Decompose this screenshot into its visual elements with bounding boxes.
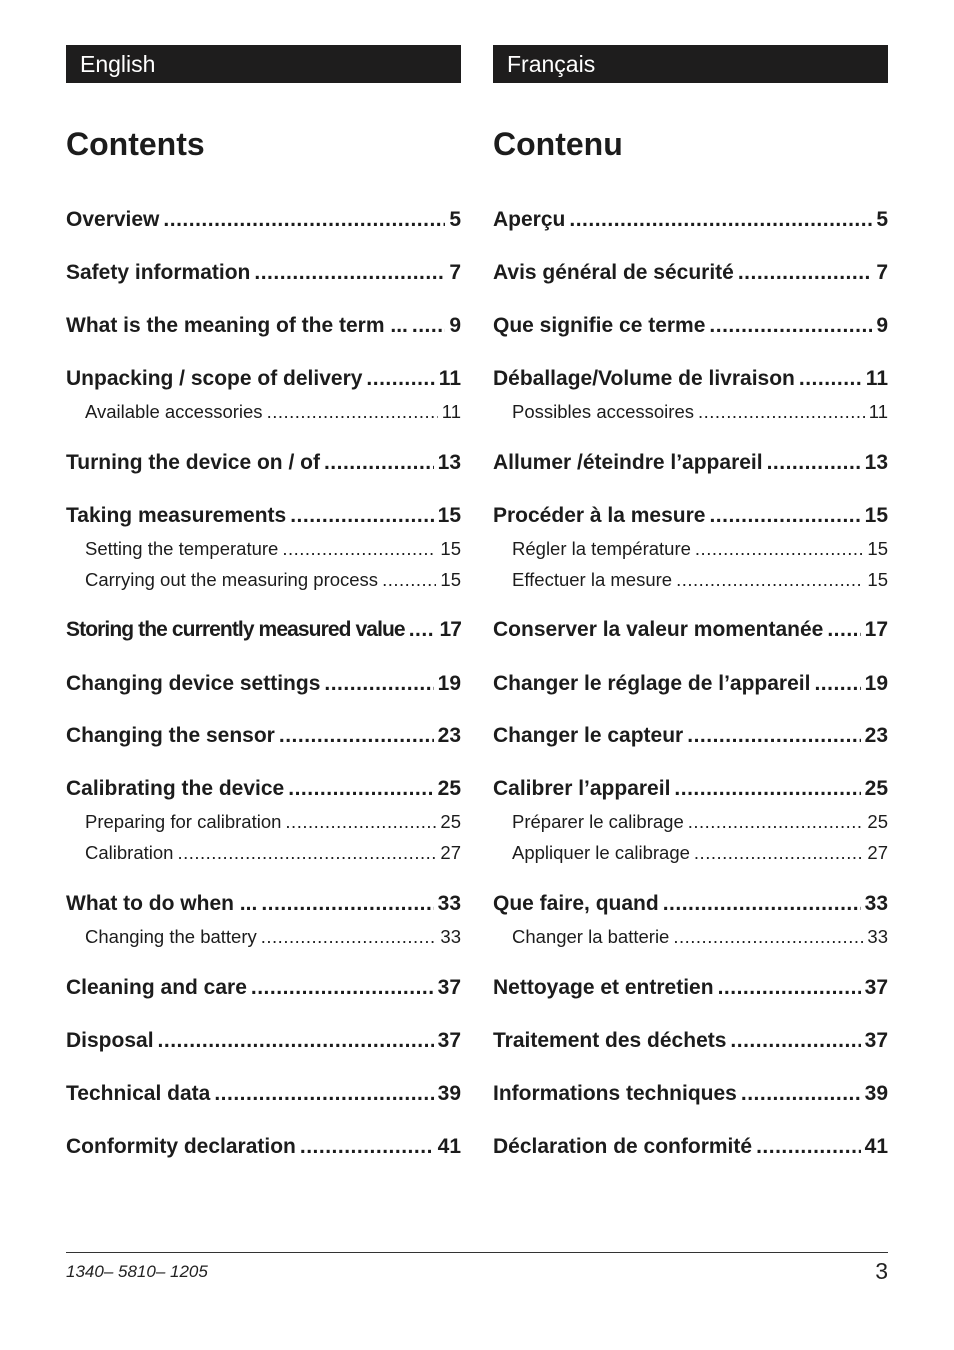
footer-divider bbox=[66, 1252, 888, 1253]
toc-subentry[interactable]: Preparing for calibration ..... 25 bbox=[66, 811, 461, 837]
toc-subentry[interactable]: Setting the temperature ..... 15 bbox=[66, 538, 461, 564]
toc-subentry[interactable]: Préparer le calibrage ..... 25 bbox=[493, 811, 888, 837]
toc-entry[interactable]: Storing the currently measured value ..... 17 bbox=[66, 618, 461, 646]
toc-entry[interactable]: Changing device settings ..... 19 bbox=[66, 672, 461, 700]
toc-entry[interactable]: Cleaning and care ..... 37 bbox=[66, 976, 461, 1004]
toc-subentry[interactable]: Available accessories ..... 11 bbox=[66, 401, 461, 427]
toc-subentry[interactable]: Effectuer la mesure ..... 15 bbox=[493, 569, 888, 595]
toc-entry[interactable]: Procéder à la mesure ..... 15 bbox=[493, 504, 888, 532]
toc-entry[interactable]: Allumer /éteindre l’appareil ..... 13 bbox=[493, 451, 888, 479]
toc-entry[interactable]: Déballage/Volume de livraison ..... 11 bbox=[493, 367, 888, 395]
toc-entry[interactable]: Que faire, quand ..... 33 bbox=[493, 892, 888, 920]
toc-subentry[interactable]: Changing the battery ..... 33 bbox=[66, 926, 461, 952]
document-code: 1340– 5810– 1205 bbox=[66, 1262, 208, 1281]
toc-entry[interactable]: Safety information ..... 7 bbox=[66, 261, 461, 289]
toc-subentry[interactable]: Calibration ..... 27 bbox=[66, 842, 461, 868]
toc-entry[interactable]: Unpacking / scope of delivery ..... 11 bbox=[66, 367, 461, 395]
toc-entry[interactable]: What is the meaning of the term ... ..... 9 bbox=[66, 314, 461, 342]
toc-entry[interactable]: Changer le réglage de l’appareil ..... 19 bbox=[493, 672, 888, 700]
toc-entry[interactable]: Technical data ..... 39 bbox=[66, 1082, 461, 1110]
toc-entry[interactable]: Déclaration de conformité ..... 41 bbox=[493, 1135, 888, 1163]
toc-subentry[interactable]: Régler la température ..... 15 bbox=[493, 538, 888, 564]
toc-entry[interactable]: Que signifie ce terme ..... 9 bbox=[493, 314, 888, 342]
toc-subentry[interactable]: Possibles accessoires ..... 11 bbox=[493, 401, 888, 427]
language-label-english: English bbox=[66, 45, 461, 83]
toc-entry[interactable]: Conformity declaration ..... 41 bbox=[66, 1135, 461, 1163]
toc-entry[interactable]: Traitement des déchets ..... 37 bbox=[493, 1029, 888, 1057]
toc-entry[interactable]: Disposal ..... 37 bbox=[66, 1029, 461, 1057]
toc-entry[interactable]: Turning the device on / of ..... 13 bbox=[66, 451, 461, 479]
toc-entry[interactable]: Informations techniques ..... 39 bbox=[493, 1082, 888, 1110]
toc-entry[interactable]: Avis général de sécurité ..... 7 bbox=[493, 261, 888, 289]
contents-heading: Contents bbox=[66, 126, 205, 162]
toc-entry[interactable]: What to do when ... ..... 33 bbox=[66, 892, 461, 920]
toc-entry[interactable]: Nettoyage et entretien ..... 37 bbox=[493, 976, 888, 1004]
french-column bbox=[493, 45, 888, 1158]
toc-entry[interactable]: Changer le capteur ..... 23 bbox=[493, 724, 888, 752]
toc-entry[interactable]: Changing the sensor ..... 23 bbox=[66, 724, 461, 752]
language-label-french: Français bbox=[493, 45, 888, 83]
english-column bbox=[66, 45, 461, 1158]
toc-entry[interactable]: Calibrer l’appareil ..... 25 bbox=[493, 777, 888, 805]
toc-entry[interactable]: Conserver la valeur momentanée ..... 17 bbox=[493, 618, 888, 646]
toc-entry[interactable]: Aperçu ..... 5 bbox=[493, 208, 888, 236]
toc-subentry[interactable]: Carrying out the measuring process ..... 15 bbox=[66, 569, 461, 595]
toc-entry[interactable]: Calibrating the device ..... 25 bbox=[66, 777, 461, 805]
page-number: 3 bbox=[875, 1258, 888, 1284]
contenu-heading: Contenu bbox=[493, 126, 623, 162]
toc-entry[interactable]: Overview ..... 5 bbox=[66, 208, 461, 236]
toc-subentry[interactable]: Changer la batterie ..... 33 bbox=[493, 926, 888, 952]
toc-entry[interactable]: Taking measurements ..... 15 bbox=[66, 504, 461, 532]
toc-subentry[interactable]: Appliquer le calibrage ..... 27 bbox=[493, 842, 888, 868]
